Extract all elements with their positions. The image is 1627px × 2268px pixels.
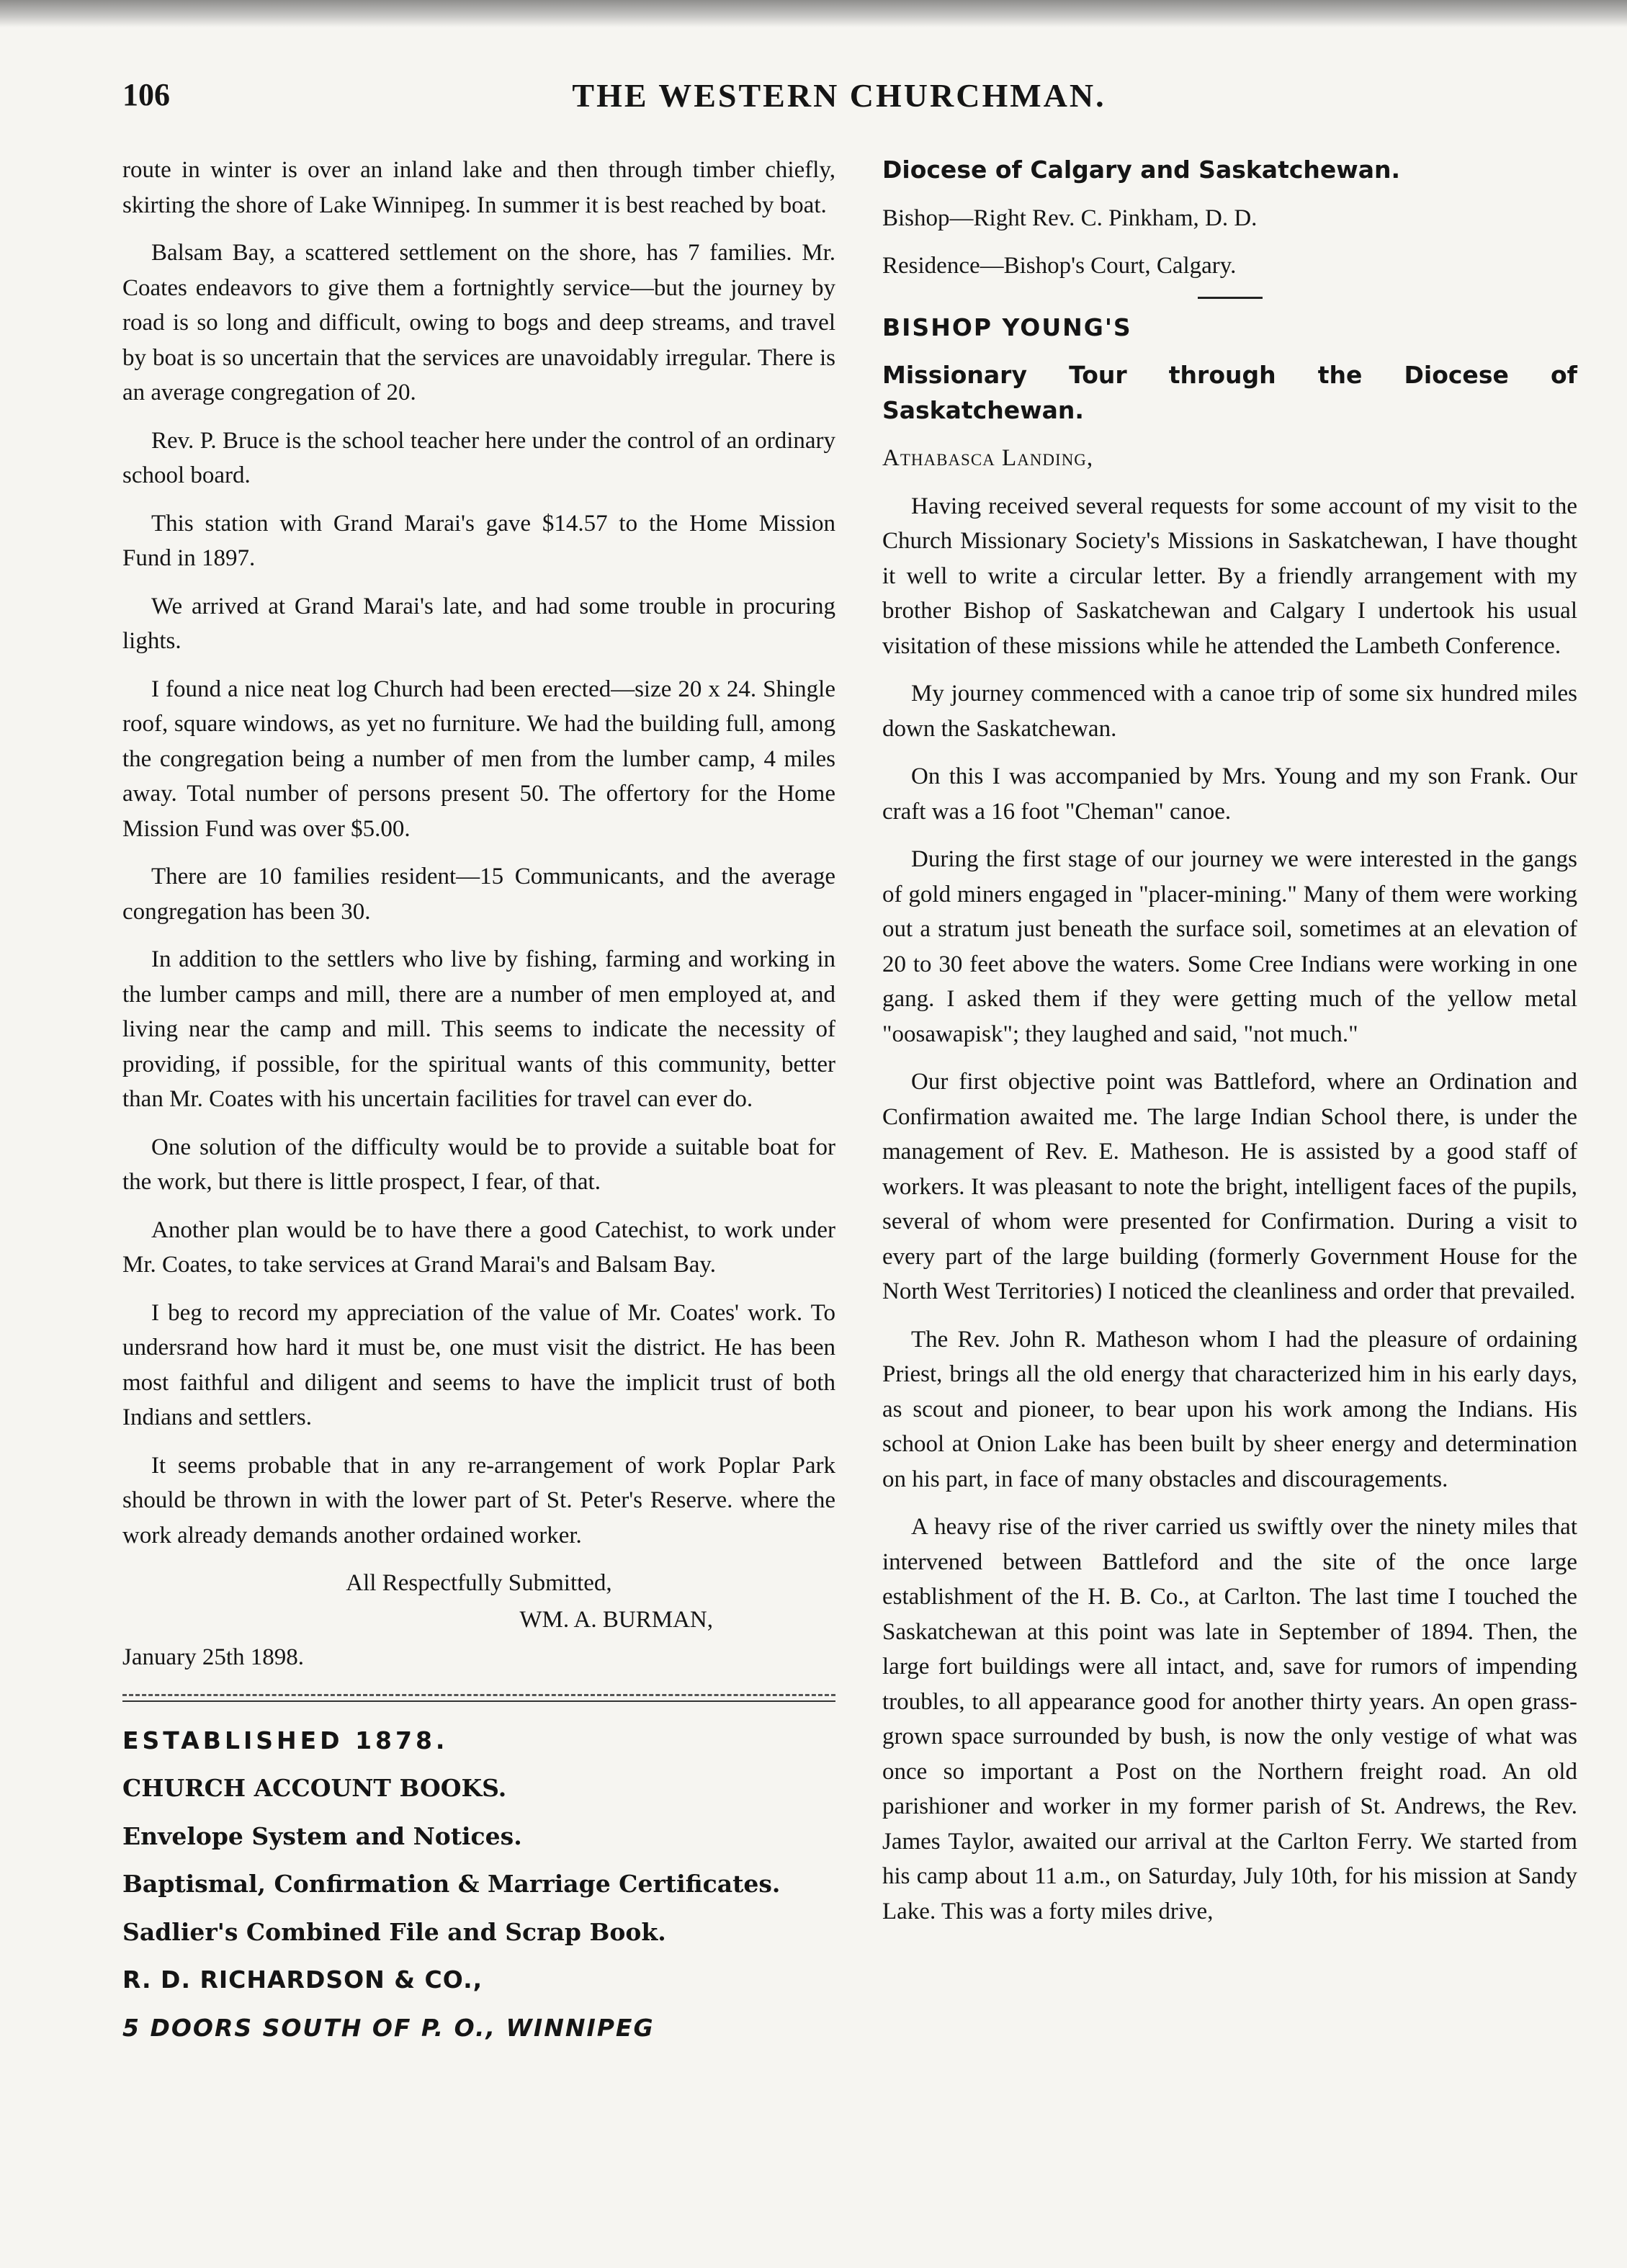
right-paragraph: On this I was accompanied by Mrs. Young and my son Frank. Our craft was a 16 foot "Cheman" canoe. bbox=[882, 763, 1577, 825]
publication-title: THE WESTERN CHURCHMAN. bbox=[572, 77, 1106, 114]
ad-firm-name: R. D. RICHARDSON & CO., bbox=[122, 1966, 483, 1994]
left-paragraph: One solution of the difficulty would be to provide a suitable boat for the work, but there is little prospect, I fear, of that. bbox=[122, 1134, 835, 1195]
left-paragraph: There are 10 families resident—15 Communicants, and the average congregation has been 30. bbox=[122, 864, 835, 925]
left-paragraph: Balsam Bay, a scattered settlement on the shore, has 7 families. Mr. Coates endeavors to give them a fortnightly service—but the journey by road is so long and difficult, owing to bogs and deep streams, and travel by boat is so uncertain that the services are unavoidably irregular. There is an average congregation of 20. bbox=[122, 240, 835, 405]
left-paragraph: Rev. P. Bruce is the school teacher here under the control of an ordinary school board. bbox=[122, 427, 835, 488]
short-divider bbox=[1198, 297, 1263, 299]
right-column bbox=[882, 153, 1577, 1942]
article-title: BISHOP YOUNG'S bbox=[882, 313, 1132, 341]
right-paragraph: The Rev. John R. Matheson whom I had the pleasure of ordaining Priest, brings all the old energy that characterized him in his early days, as scout and pioneer, to bear upon his work among the Indians. His school at Onion Lake has been built by sheer energy and determination on his part, in face of many obstacles and discouragements. bbox=[882, 1326, 1577, 1492]
bishop-line: Bishop—Right Rev. C. Pinkham, D. D. bbox=[882, 205, 1258, 231]
residence-line: Residence—Bishop's Court, Calgary. bbox=[882, 253, 1237, 279]
right-paragraph: Having received several requests for some account of my visit to the Church Missionary Society's Missions in Saskatchewan, I have thought it well to write a circular letter. By a friendly arrangement with my brother Bishop of Saskatchewan and Calgary I undertook his usual visitation of these missions while he attended the Lambeth Conference. bbox=[882, 493, 1577, 659]
article-subtitle: Missionary Tour through the Diocese of Saskatchewan. bbox=[882, 361, 1577, 424]
ad-line: CHURCH ACCOUNT BOOKS. bbox=[122, 1774, 507, 1802]
left-paragraph: I beg to record my appreciation of the value of Mr. Coates' work. To undersrand how hard it must be, one must visit the district. He has been most faithful and diligent and seems to have the implicit trust of both Indians and settlers. bbox=[122, 1299, 835, 1430]
left-paragraph: It seems probable that in any re-arrangement of work Poplar Park should be thrown in with the lower part of St. Peter's Reserve. where the work already demands another ordained worker. bbox=[122, 1452, 835, 1548]
signature: WM. A. BURMAN, bbox=[519, 1606, 713, 1633]
section-divider bbox=[122, 1694, 835, 1702]
closing-line: All Respectfully Submitted, bbox=[346, 1570, 612, 1596]
page-header bbox=[122, 71, 1556, 121]
right-paragraph: During the first stage of our journey we were interested in the gangs of gold miners engaged in "placer-mining." Many of them were working out a stratum just beneath the surface soil, sometimes at an elevation of 20 to 30 feet above the waters. Some Cree Indians were working in one gang. I asked them if they were getting much of the yellow metal "oosawapisk"; they laughed and said, "not much." bbox=[882, 846, 1577, 1047]
right-paragraph: A heavy rise of the river carried us swiftly over the ninety miles that intervened between Battleford and the site of the once large establishment of the H. B. Co., at Carlton. The last time I touched the Saskatchewan at this point was late in September of 1894. Then, the large fort buildings were all intact, and, save for rumors of impending troubles, to all appearance good for another thirty years. An open grass-grown space surrounded by bush, is now the only vestige of what was once so important a Post on the Northern freight road. An old parishioner and worker in my former parish of St. Andrews, the Rev. James Taylor, awaited our arrival at the Carlton Ferry. We started from his camp about 11 a.m., on Saturday, July 10th, for his mission at Sandy Lake. This was a forty miles drive, bbox=[882, 1514, 1577, 1924]
left-paragraph: Another plan would be to have there a good Catechist, to work under Mr. Coates, to take services at Grand Marai's and Balsam Bay. bbox=[122, 1216, 835, 1278]
page-number: 106 bbox=[122, 77, 170, 112]
advertisement bbox=[122, 1724, 835, 2046]
dateline-place: Athabasca Landing, bbox=[882, 445, 1094, 471]
left-column bbox=[122, 153, 835, 2058]
left-paragraph: I found a nice neat log Church had been erected—size 20 x 24. Shingle roof, square windows, as yet no furniture. We had the building full, among the congregation being a number of men from the lumber camp, 4 miles away. Total number of persons present 50. The offertory for the Home Mission Fund was over $5.00. bbox=[122, 676, 835, 842]
ad-line: Envelope System and Notices. bbox=[122, 1821, 522, 1850]
ad-line: Baptismal, Confirmation & Marriage Certificates. bbox=[122, 1870, 781, 1898]
letter-date: January 25th 1898. bbox=[122, 1644, 305, 1670]
ad-address: 5 DOORS SOUTH OF P. O., WINNIPEG bbox=[122, 2013, 655, 2042]
left-paragraph: This station with Grand Marai's gave $14.57 to the Home Mission Fund in 1897. bbox=[122, 510, 835, 571]
ad-line: Sadlier's Combined File and Scrap Book. bbox=[122, 1917, 666, 1946]
ad-established: ESTABLISHED 1878. bbox=[122, 1726, 449, 1754]
left-paragraph: We arrived at Grand Marai's late, and had some trouble in procuring lights. bbox=[122, 593, 835, 654]
right-paragraph: Our first objective point was Battleford, where an Ordination and Confirmation awaited me. The large Indian School there, is under the management of Rev. E. Matheson. He is assisted by a good staff of workers. It was pleasant to note the bright, intelligent faces of the pupils, several of whom were presented for Confirmation. During a visit to every part of the large building (formerly Government House for the North West Territories) I noticed the cleanliness and order that prevailed. bbox=[882, 1069, 1577, 1304]
diocese-title: Diocese of Calgary and Saskatchewan. bbox=[882, 156, 1401, 184]
right-paragraph: My journey commenced with a canoe trip of some six hundred miles down the Saskatchewan. bbox=[882, 681, 1577, 742]
scan-edge-band bbox=[0, 0, 1627, 27]
left-paragraph: route in winter is over an inland lake and then through timber chiefly, skirting the shore of Lake Winnipeg. In summer it is best reached by boat. bbox=[122, 157, 835, 218]
left-paragraph: In addition to the settlers who live by fishing, farming and working in the lumber camps and mill, there are a number of men employed at, and living near the camp and mill. This seems to indicate the necessity of providing, if possible, for the spiritual wants of this community, better than Mr. Coates with his uncertain facilities for travel can ever do. bbox=[122, 946, 835, 1112]
